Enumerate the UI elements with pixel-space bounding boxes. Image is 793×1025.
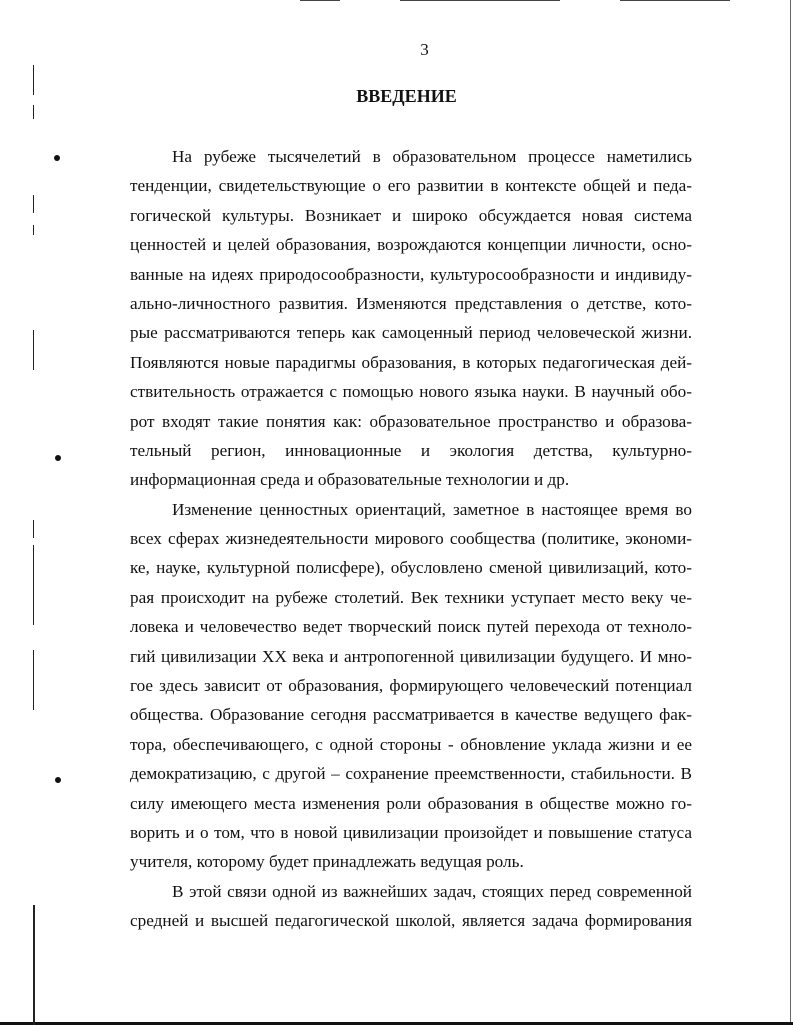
text-line: тенденции, свидетельствующие о его развитии в контексте общей и педа-	[130, 176, 692, 196]
text-line: гогической культуры. Возникает и широко обсуждается новая система	[130, 205, 692, 225]
text-line: общества. Образование сегодня рассматривается в качестве ведущего фак-	[130, 705, 692, 725]
text-line: ствительность отражается с помощью нового языка науки. В научный обо-	[130, 382, 692, 402]
text-line: тельный регион, инновационные и экология детства, культурно-	[130, 440, 692, 460]
text-line: информационная среда и образовательные технологии и др.	[130, 470, 570, 490]
scan-top-edge	[620, 0, 730, 1]
text-line: демократизацию, с другой – сохранение преемственности, стабильности. В	[130, 764, 692, 784]
page-number: 3	[420, 40, 429, 59]
scan-margin-mark	[33, 330, 34, 370]
punch-hole-mark	[55, 455, 61, 461]
punch-hole-mark	[55, 777, 61, 783]
text-line: рые рассматриваются теперь как самоценный период человеческой жизни.	[130, 323, 692, 343]
scan-top-edge	[400, 0, 560, 1]
text-line: рая происходит на рубеже столетий. Век техники уступает место веку че-	[130, 587, 692, 607]
text-line: силу имеющего места изменения роли образования в обществе можно го-	[130, 793, 692, 813]
text-line: На рубеже тысячелетий в образовательном процессе наметились	[172, 147, 692, 166]
text-line: Изменение ценностных ориентаций, заметное в настоящее время во	[172, 499, 692, 519]
scan-margin-mark	[33, 905, 35, 1025]
text-line: средней и высшей педагогической школой, является задача формирования	[130, 911, 692, 931]
text-line: учителя, которому будет принадлежать ведущая роль.	[130, 852, 524, 872]
scan-margin-mark	[33, 105, 34, 119]
punch-hole-mark	[54, 155, 60, 161]
scan-margin-mark	[33, 545, 34, 625]
page-heading: ВВЕДЕНИЕ	[356, 86, 457, 106]
scan-top-edge	[300, 0, 340, 1]
text-line: гий цивилизации XX века и антропогенной цивилизации будущего. И мно-	[130, 646, 692, 666]
text-line: тора, обеспечивающего, с одной стороны - обновление уклада жизни и ее	[130, 734, 692, 754]
text-line: ценностей и целей образования, возрождаются концепции личности, осно-	[130, 235, 692, 255]
scan-margin-mark	[33, 520, 34, 538]
body-text	[130, 142, 692, 936]
scan-right-edge	[790, 0, 791, 1025]
scan-margin-mark	[33, 225, 34, 235]
text-line: В этой связи одной из важнейших задач, стоящих перед современной	[172, 881, 692, 901]
text-line: ванные на идеях природосообразности, культуросообразности и индивиду-	[130, 264, 692, 284]
text-line: ловека и человечество ведет творческий поиск путей перехода от техноло-	[130, 617, 692, 637]
text-line: Появляются новые парадигмы образования, в которых педагогическая дей-	[130, 352, 692, 372]
text-line: всех сферах жизнедеятельности мирового сообщества (политике, экономи-	[130, 529, 692, 549]
scan-margin-mark	[33, 195, 34, 213]
scan-margin-mark	[33, 650, 34, 710]
text-line: ально-личностного развития. Изменяются представления о детстве, кото-	[130, 293, 692, 313]
text-line: гое здесь зависит от образования, формирующего человеческий потенциал	[130, 676, 692, 696]
text-line: ке, науке, культурной полисфере), обусловлено сменой цивилизаций, кото-	[130, 558, 692, 578]
text-line: ворить и о том, что в новой цивилизации произойдет и повышение статуса	[130, 822, 692, 842]
text-line: рот входят такие понятия как: образовательное пространство и образова-	[130, 411, 692, 431]
